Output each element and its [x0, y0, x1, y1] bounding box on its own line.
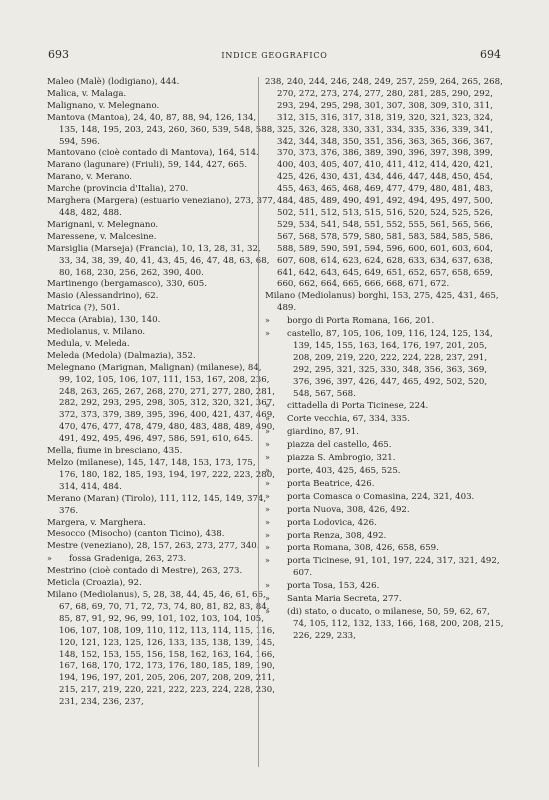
index-entry: Matrica (?), 501.	[47, 303, 120, 314]
index-entry: Melegnano (Marignan, Malignan) (milanese), 84, 99, 102, 105, 106, 107, 111, 153, 167, 208, 236, 248, 263, 265, 267, 268, 270, 271, 277, 280, 281, 282, 292, 293, 295, 298, 305, 312, 320, 321, 367, 372, 373, 379, 389, 395, 396, 400, 421, 437, 469, 470, 476, 477, 478, 479, 480, 483, 488, 489, 490, 491, 492, 495, 496, 497, 586, 591, 610, 645.	[47, 362, 275, 445]
index-entry: Mantova (Mantoa), 24, 40, 87, 88, 94, 126, 134, 135, 148, 195, 203, 243, 260, 360, 539, 548, 588, 594, 596.	[47, 112, 275, 147]
index-subentry: » cittadella di Porta Ticinese, 224.	[265, 400, 505, 413]
index-entry: Maressene, v. Malcesine.	[47, 231, 157, 242]
index-subentry: » porta Nuova, 308, 426, 492.	[265, 504, 505, 517]
index-entry: Mediolanus, v. Milano.	[47, 327, 146, 338]
index-entry: Mecca (Arabia), 130, 140.	[47, 315, 161, 326]
index-entry: Marche (provincia d'Italia), 270.	[47, 184, 189, 195]
index-subentry: » porta Renza, 308, 492.	[265, 530, 505, 543]
index-entry: Mella, fiume in bresciano, 435.	[47, 446, 183, 457]
index-subentry: » piazza S. Ambrogio, 321.	[265, 452, 505, 465]
index-entry: Martinengo (bergamasco), 330, 605.	[47, 279, 207, 290]
index-subentry: » porte, 403, 425, 465, 525.	[265, 465, 505, 478]
index-entry: Mantovano (cioè contado di Mantova), 164, 514.	[47, 148, 259, 159]
index-entry: 238, 240, 244, 246, 248, 249, 257, 259, 264, 265, 268, 270, 272, 273, 274, 277, 280, 281, 285, 290, 292, 293, 294, 295, 298, 301, 307, 308, 309, 310, 311, 312, 315, 316, 317, 318, 319, 320, 321, 323, 324, 325, 326, 328, 330, 331, 334, 335, 336, 339, 341, 342, 344, 348, 350, 351, 356, 363, 365, 366, 367, 370, 373, 376, 386, 389, 390, 396, 397, 398, 399, 400, 403, 405, 407, 410, 411, 412, 414, 420, 421, 425, 426, 430, 431, 434, 446, 447, 448, 450, 454, 455, 463, 465, 468, 469, 477, 479, 480, 481, 483, 484, 485, 489, 490, 491, 492, 494, 495, 497, 500, 502, 511, 512, 513, 515, 516, 520, 524, 525, 526, 529, 534, 541, 548, 551, 552, 555, 561, 565, 566, 567, 568, 578, 579, 580, 581, 583, 584, 585, 586, 588, 589, 590, 591, 594, 596, 600, 601, 603, 604, 607, 608, 614, 623, 624, 628, 633, 634, 637, 638, 641, 642, 643, 645, 649, 651, 652, 657, 658, 659, 660, 662, 664, 665, 666, 668, 671, 672.	[265, 77, 503, 290]
index-subentry: » borgo di Porta Romana, 166, 201.	[265, 315, 505, 328]
left-page-number: 693	[48, 48, 69, 61]
index-subentry: » fossa Gradeniga, 263, 273.	[47, 553, 277, 566]
index-entry: Malignano, v. Melegnano.	[47, 100, 160, 111]
index-entry: Milano (Mediolanus), 5, 28, 38, 44, 45, 46, 61, 66, 67, 68, 69, 70, 71, 72, 73, 74, 80, 81, 82, 83, 84, 85, 87, 91, 92, 96, 99, 101, 102, 103, 104, 105, 106, 107, 108, 109, 110, 112, 113, 114, 115, 116, 120, 121, 123, 125, 126, 133, 135, 138, 139, 145, 148, 152, 153, 155, 156, 158, 162, 163, 164, 166, 167, 168, 170, 172, 173, 176, 180, 185, 189, 190, 194, 196, 197, 201, 205, 206, 207, 208, 209, 211, 215, 217, 219, 220, 221, 222, 223, 224, 228, 230, 231, 234, 236, 237,	[47, 589, 275, 708]
index-entry: Mestre (veneziano), 28, 157, 263, 273, 277, 340.	[47, 541, 260, 552]
index-subentry: » castello, 87, 105, 106, 109, 116, 124, 125, 134, 139, 145, 155, 163, 164, 176, 197, 201, 205, 208, 209, 219, 220, 222, 224, 228, 237, 291, 292, 295, 321, 325, 330, 348, 356, 363, 369, 376, 396, 397, 426, 447, 465, 492, 502, 520, 548, 567, 568.	[265, 328, 505, 400]
index-entry: Marsiglia (Marseja) (Francia), 10, 13, 28, 31, 32, 33, 34, 38, 39, 40, 41, 43, 45, 46, 47, 48, 63, 68, 80, 168, 230, 256, 262, 390, 400.	[47, 243, 270, 278]
index-subentry: » (di) stato, o ducato, o milanese, 50, 59, 62, 67, 74, 105, 112, 132, 133, 166, 168, 200, 208, 215, 226, 229, 233,	[265, 606, 505, 643]
index-entry: Marghera (Margera) (estuario veneziano), 273, 377, 448, 482, 488.	[47, 196, 276, 218]
index-entry: Maleo (Malè) (lodigiano), 444.	[47, 77, 180, 87]
index-subentry: » porta Tosa, 153, 426.	[265, 580, 505, 593]
index-entry: Mestrino (cioè contado di Mestre), 263, 273.	[47, 566, 243, 577]
index-subentry: » Corte vecchia, 67, 334, 335.	[265, 413, 505, 426]
index-entry: Marignani, v. Melegnano.	[47, 219, 159, 230]
index-subentry: » porta Beatrice, 426.	[265, 478, 505, 491]
left-column	[47, 77, 277, 709]
index-entry: Marano (lagunare) (Friuli), 59, 144, 427, 665.	[47, 160, 248, 171]
right-column	[265, 77, 505, 643]
index-subentry: » Santa Maria Secreta, 277.	[265, 593, 505, 606]
index-entry: Margera, v. Marghera.	[47, 517, 146, 528]
index-entry: Meleda (Medola) (Dalmazia), 352.	[47, 350, 196, 361]
index-entry: Masio (Alessandrino), 62.	[47, 291, 159, 302]
index-entry: Merano (Maran) (Tirolo), 111, 112, 145, 149, 374, 376.	[47, 493, 267, 516]
index-subentry: » porta Ticinese, 91, 101, 197, 224, 317, 321, 492, 607.	[265, 555, 505, 580]
index-subentry: » porta Romana, 308, 426, 658, 659.	[265, 542, 505, 555]
column-divider	[258, 77, 259, 767]
index-subentry: » porta Lodovica, 426.	[265, 517, 505, 530]
index-entry: Melzo (milanese), 145, 147, 148, 153, 173, 175, 176, 180, 182, 185, 193, 194, 197, 222, 223, 280, 314, 414, 484.	[47, 458, 275, 492]
page-header	[48, 48, 501, 62]
right-page-number: 694	[480, 48, 501, 61]
index-subentry: » porta Comasca o Comasina, 224, 321, 403.	[265, 491, 505, 504]
index-entry: Marano, v. Merano.	[47, 172, 133, 183]
index-entry: Milano (Mediolanus) borghi, 153, 275, 425, 431, 465, 489.	[265, 291, 499, 314]
index-entry: Mesocco (Misocho) (canton Ticino), 438.	[47, 529, 225, 540]
index-entry: Medula, v. Meleda.	[47, 338, 130, 349]
index-subentry: » piazza del castello, 465.	[265, 439, 505, 452]
index-entry: Malica, v. Malaga.	[47, 88, 127, 99]
running-title: INDICE GEOGRAFICO	[221, 51, 328, 60]
index-subentry: » giardino, 87, 91.	[265, 426, 505, 439]
index-entry: Meticla (Croazia), 92.	[47, 578, 142, 589]
